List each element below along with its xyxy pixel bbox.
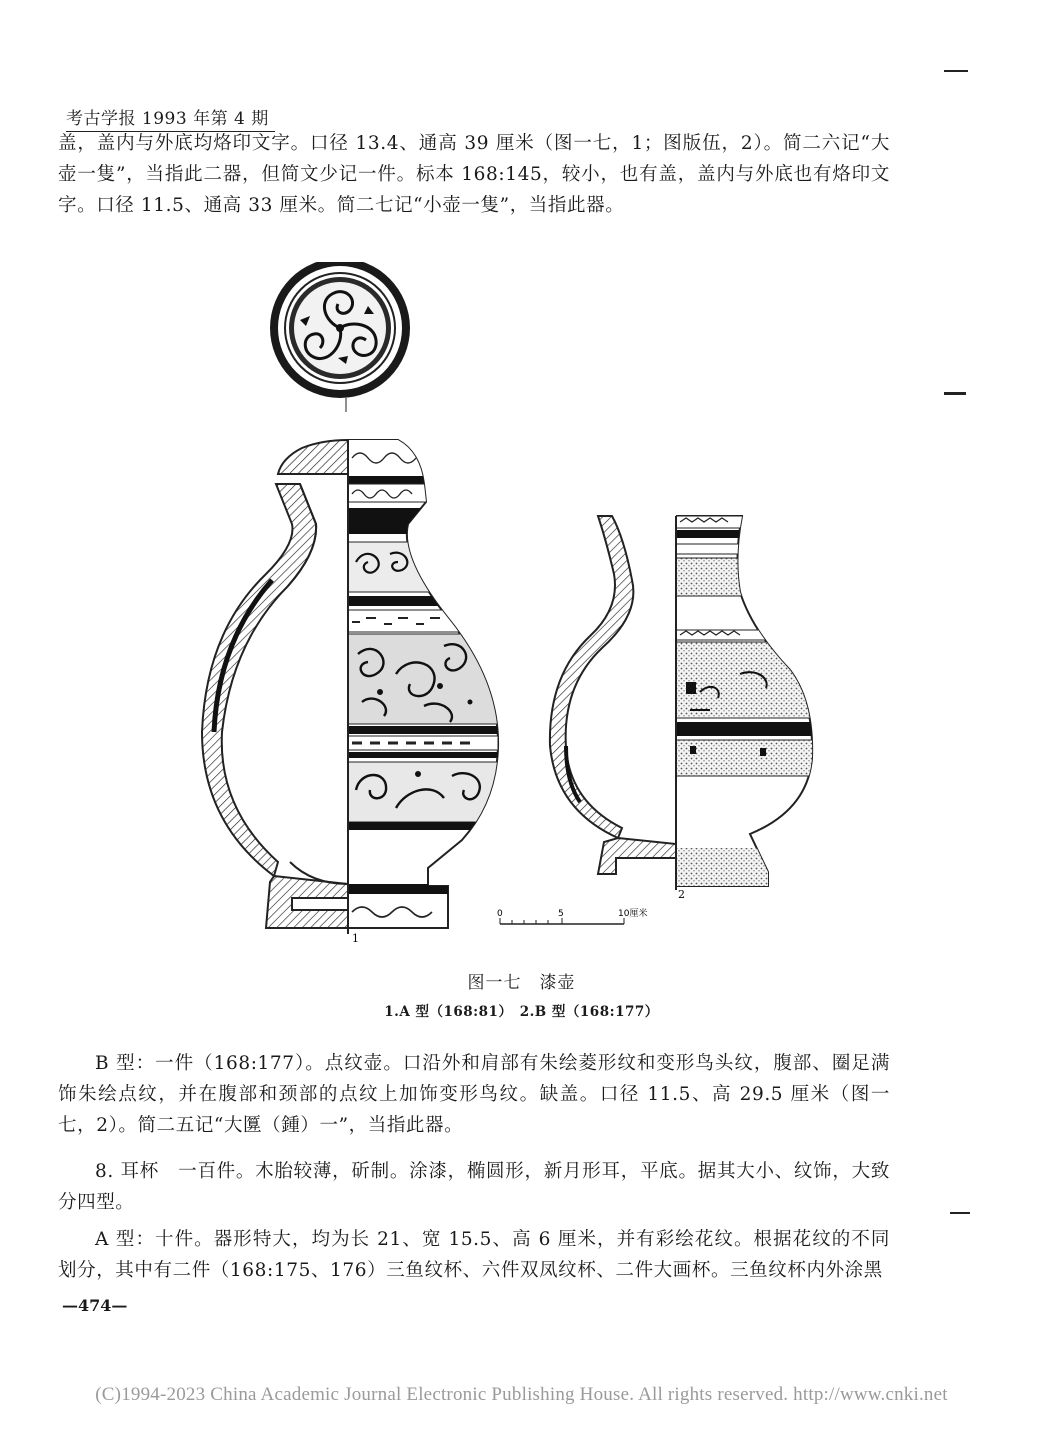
paragraph-1: 盖，盖内与外底均烙印文字。口径 13.4、通高 39 厘米（图一七，1；图版伍，2）。简二六记“大壶一隻”，当指此二器，但简文少记一件。标本 168:145，较小，也有盖，盖内与外底也有烙印文字。口径 11.5、通高 33 厘米。简二七记“小壶一隻”，当指此器。 <box>58 133 890 216</box>
lid-medallion <box>270 262 410 412</box>
vessel-1-label: 1 <box>352 932 359 945</box>
paragraph-2: B 型：一件（168:177）。点纹壶。口沿外和肩部有朱绘菱形纹和变形鸟头纹，腹部、圈足满饰朱绘点纹，并在腹部和颈部的点纹上加饰变形鸟纹。缺盖。口径 11.5、高 29.5 厘米（图一七，2）。简二五记“大匴（鍾）一”，当指此器。 <box>58 1053 890 1136</box>
figure-subcaption: 1.A 型（168:81） 2.B 型（168:177） <box>384 1004 659 1020</box>
scale-bar <box>497 907 647 924</box>
page-number: —474— <box>62 1296 128 1315</box>
figure-caption: 图一七 漆壶 <box>467 973 576 993</box>
vessel-a-type <box>202 440 498 934</box>
lacquer-pot-drawing <box>0 262 1043 962</box>
vessel-b-type <box>550 516 816 890</box>
scale-0: 0 <box>497 909 503 919</box>
scale-5: 5 <box>558 909 564 919</box>
figure-17 <box>0 262 1043 962</box>
journal-header: 考古学报 1993 年第 4 期 <box>66 104 275 132</box>
vessel-2-label: 2 <box>678 888 685 901</box>
paragraph-3: 8. 耳杯 一百件。木胎较薄，斫制。涂漆，椭圆形，新月形耳，平底。据其大小、纹饰，大致分四型。 <box>58 1161 890 1213</box>
paragraph-4: A 型：十件。器形特大，均为长 21、宽 15.5、高 6 厘米，并有彩绘花纹。根据花纹的不同划分，其中有二件（168:175、176）三鱼纹杯、六件双凤纹杯、二件大画杯。三鱼纹杯内外涂黑 <box>58 1229 890 1281</box>
scale-10: 10厘米 <box>618 909 648 919</box>
copyright-footer: (C)1994-2023 China Academic Journal Electronic Publishing House. All rights reserved. http://www.cnki.net <box>95 1384 948 1405</box>
